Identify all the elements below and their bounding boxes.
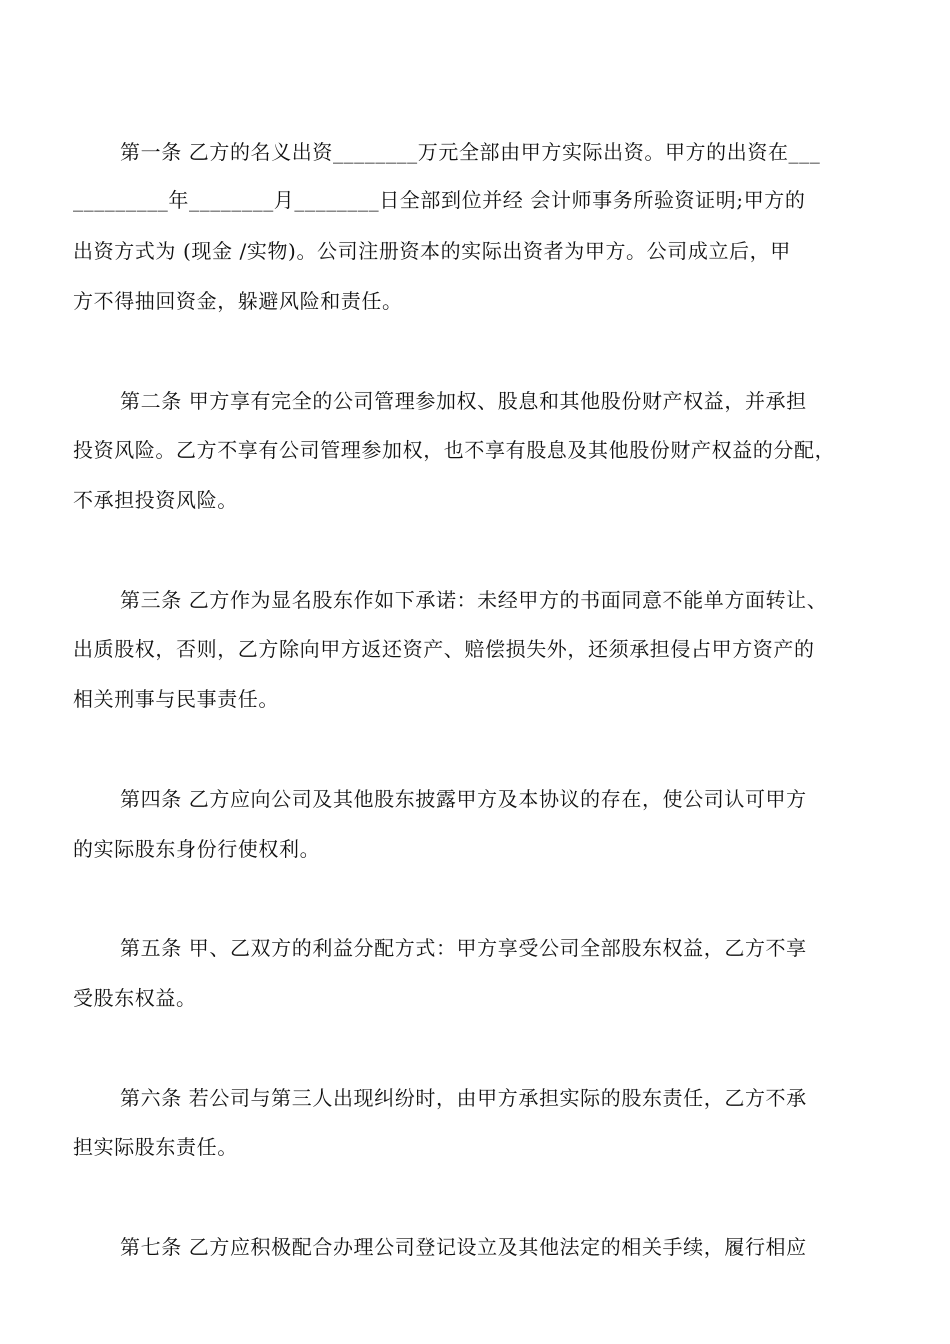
article-5-line-1: 第五条 甲、乙双方的利益分配方式：甲方享受公司全部股东权益，乙方不享 bbox=[120, 936, 807, 960]
article-5-line-2: 受股东权益。 bbox=[73, 986, 197, 1010]
article-1-line-1: 第一条 乙方的名义出资________万元全部由甲方实际出资。甲方的出资在___ bbox=[120, 140, 821, 164]
article-2-line-3: 不承担投资风险。 bbox=[73, 488, 238, 512]
article-1-line-2: _________年________月________日全部到位并经 会计师事务所验资证明;甲方的 bbox=[73, 188, 806, 212]
article-3-line-1: 第三条 乙方作为显名股东作如下承诺：未经甲方的书面同意不能单方面转让、 bbox=[120, 588, 828, 612]
article-3-line-3: 相关刑事与民事责任。 bbox=[73, 687, 279, 711]
article-1-line-3: 出资方式为 (现金 /实物)。公司注册资本的实际出资者为甲方。公司成立后，甲 bbox=[73, 239, 791, 263]
article-7-line-1: 第七条 乙方应积极配合办理公司登记设立及其他法定的相关手续，履行相应 bbox=[120, 1235, 807, 1259]
article-3-line-2: 出质股权，否则，乙方除向甲方返还资产、赔偿损失外，还须承担侵占甲方资产的 bbox=[73, 637, 815, 661]
article-4-line-1: 第四条 乙方应向公司及其他股东披露甲方及本协议的存在，使公司认可甲方 bbox=[120, 787, 807, 811]
article-6-line-2: 担实际股东责任。 bbox=[73, 1135, 238, 1159]
article-2-line-2: 投资风险。乙方不享有公司管理参加权，也不享有股息及其他股份财产权益的分配， bbox=[73, 438, 836, 462]
article-6-line-1: 第六条 若公司与第三人出现纠纷时，由甲方承担实际的股东责任，乙方不承 bbox=[120, 1086, 807, 1110]
article-2-line-1: 第二条 甲方享有完全的公司管理参加权、股息和其他股份财产权益，并承担 bbox=[120, 389, 807, 413]
article-1-line-4: 方不得抽回资金，躲避风险和责任。 bbox=[73, 289, 403, 313]
article-4-line-2: 的实际股东身份行使权利。 bbox=[73, 837, 321, 861]
